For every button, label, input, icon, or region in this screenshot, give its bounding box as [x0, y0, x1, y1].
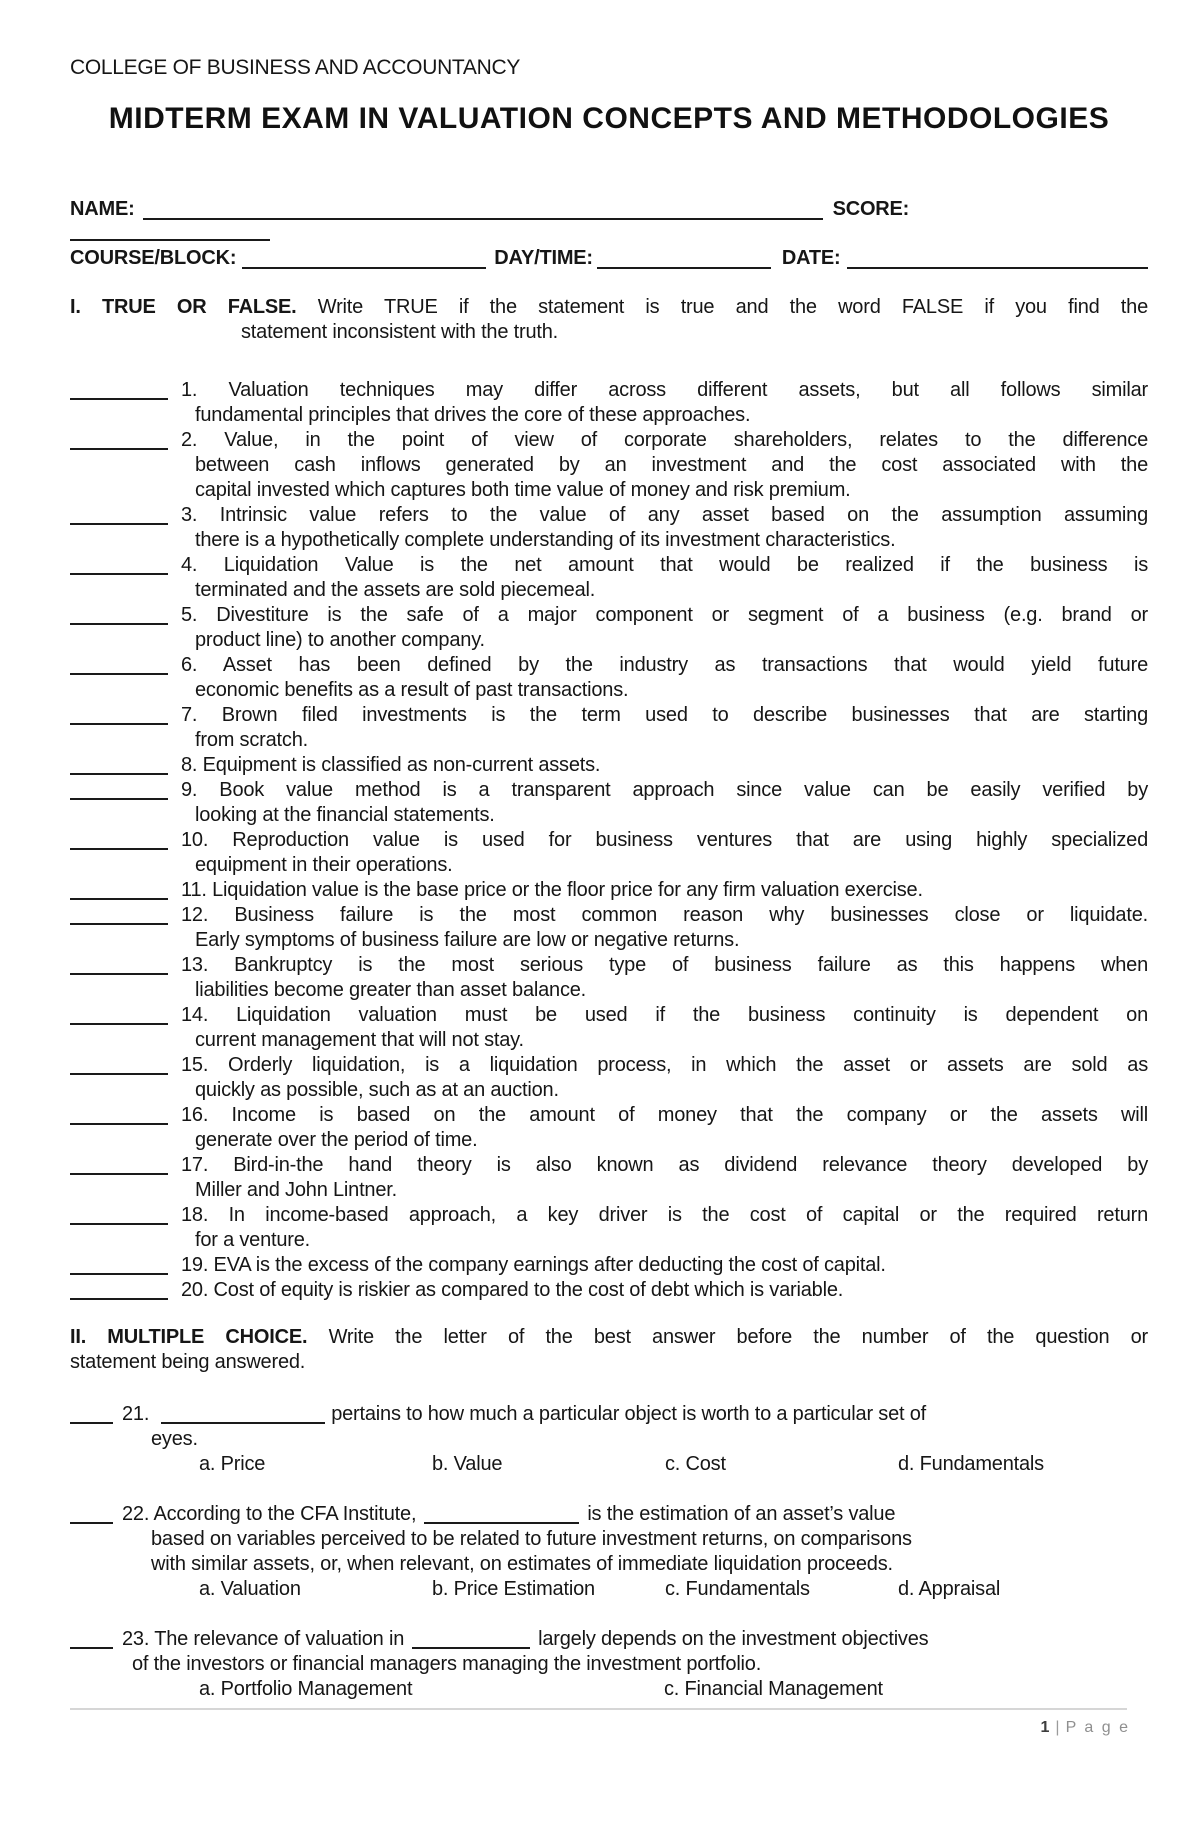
question-lead: According to the CFA Institute, [153, 1503, 417, 1525]
tf-item-18 [70, 1203, 1148, 1253]
statement-line: from scratch. [195, 729, 308, 751]
statement-text [181, 378, 1148, 428]
statement-line: 14. Liquidation valuation must be used if the business continuity is dependent on [181, 1004, 1148, 1026]
multiple-choice-instructions-line1 [70, 1325, 1148, 1350]
statement-line: 7. Brown filed investments is the term used to describe businesses that are starting [181, 704, 1148, 726]
answer-blank [70, 1278, 168, 1300]
true-false-list [70, 378, 1148, 1303]
statement-line: 18. In income-based approach, a key driver is the cost of capital or the required return [181, 1204, 1148, 1226]
tf-item-4 [70, 553, 1148, 603]
true-false-instructions-line2: statement inconsistent with the truth. [241, 321, 559, 343]
fill-in-blank [412, 1647, 530, 1649]
statement-text [181, 428, 1148, 503]
footer-page-word: P a g e [1065, 1719, 1130, 1736]
page-footer [70, 1719, 1148, 1737]
fill-in-blank [161, 1422, 325, 1424]
tf-item-2 [70, 428, 1148, 503]
tf-item-13 [70, 953, 1148, 1003]
statement-line: 11. Liquidation value is the base price or the floor price for any firm valuation exercise. [181, 879, 923, 901]
multiple-choice-heading: II. MULTIPLE CHOICE. [70, 1326, 308, 1348]
statement-line: 4. Liquidation Value is the net amount that would be realized if the business is [181, 554, 1148, 576]
statement-line: liabilities become greater than asset balance. [195, 979, 587, 1001]
statement-line: 3. Intrinsic value refers to the value of any asset based on the assumption assuming [181, 504, 1148, 526]
statement-line: quickly as possible, such as at an auction. [195, 1079, 559, 1101]
statement-line: capital invested which captures both time value of money and risk premium. [195, 479, 851, 501]
options-row [122, 1677, 1148, 1702]
date-label: DATE: [781, 247, 841, 269]
question-line: eyes. [151, 1428, 198, 1450]
true-false-instructions-text: Write TRUE if the statement is true and the word FALSE if you find the [317, 296, 1148, 318]
statement-line: 13. Bankruptcy is the most serious type of business failure as this happens when [181, 954, 1148, 976]
true-false-instructions-line1 [70, 295, 1148, 320]
name-blank [143, 196, 823, 220]
statement-line: between cash inflows generated by an investment and the cost associated with the [195, 454, 1148, 476]
answer-blank [70, 1502, 113, 1524]
tf-item-15 [70, 1053, 1148, 1103]
statement-text [181, 1003, 1148, 1053]
score-label: SCORE: [832, 198, 910, 220]
statement-text [181, 828, 1148, 878]
fill-in-blank [424, 1522, 579, 1524]
true-false-heading: I. TRUE OR FALSE. [70, 296, 297, 318]
option-a: a. Portfolio Management [199, 1678, 413, 1700]
statement-text [181, 1153, 1148, 1203]
question-tail: pertains to how much a particular object is worth to a particular set of [331, 1403, 926, 1425]
page-number: 1 [1040, 1719, 1050, 1736]
option-d: d. Appraisal [898, 1578, 1001, 1600]
answer-blank [70, 553, 168, 575]
statement-line: 5. Divestiture is the safe of a major component or segment of a business (e.g. brand or [181, 604, 1148, 626]
statement-text [181, 503, 1148, 553]
statement-line: current management that will not stay. [195, 1029, 524, 1051]
statement-line: 20. Cost of equity is riskier as compared to the cost of debt which is variable. [181, 1279, 844, 1301]
statement-line: equipment in their operations. [195, 854, 453, 876]
statement-line: Early symptoms of business failure are low or negative returns. [195, 929, 740, 951]
tf-item-20 [70, 1278, 1148, 1303]
question-line [122, 1402, 1148, 1427]
statement-line: 17. Bird-in-the hand theory is also known as dividend relevance theory developed by [181, 1154, 1148, 1176]
statement-text [181, 1103, 1148, 1153]
college-name: COLLEGE OF BUSINESS AND ACCOUNTANCY [70, 56, 521, 79]
option-d: d. Fundamentals [898, 1453, 1044, 1475]
name-score-row [70, 196, 1148, 222]
statement-text [181, 878, 1148, 903]
answer-blank [70, 1103, 168, 1125]
tf-item-19 [70, 1253, 1148, 1278]
question-line [122, 1627, 1148, 1652]
options-row [122, 1452, 1148, 1477]
tf-item-8 [70, 753, 1148, 778]
exam-title: MIDTERM EXAM IN VALUATION CONCEPTS AND METHODOLOGIES [108, 102, 1110, 135]
statement-line: 15. Orderly liquidation, is a liquidation process, in which the asset or assets are sold as [181, 1054, 1148, 1076]
option-a: a. Valuation [199, 1578, 301, 1600]
answer-blank [70, 428, 168, 450]
option-c: c. Financial Management [664, 1678, 883, 1700]
question-line: of the investors or financial managers managing the investment portfolio. [132, 1653, 762, 1675]
course-block-blank [242, 245, 486, 269]
tf-item-10 [70, 828, 1148, 878]
mc-question-21 [70, 1402, 1148, 1477]
statement-line: product line) to another company. [195, 629, 485, 651]
answer-blank [70, 378, 168, 400]
statement-line: economic benefits as a result of past transactions. [195, 679, 629, 701]
answer-blank [70, 1053, 168, 1075]
answer-blank [70, 753, 168, 775]
question-line: based on variables perceived to be related to future investment returns, on comparisons [151, 1528, 912, 1550]
statement-text [181, 553, 1148, 603]
statement-line: 2. Value, in the point of view of corporate shareholders, relates to the difference [181, 429, 1148, 451]
answer-blank [70, 1627, 113, 1649]
statement-line: terminated and the assets are sold piecemeal. [195, 579, 596, 601]
statement-line: 6. Asset has been defined by the industry as transactions that would yield future [181, 654, 1148, 676]
option-b: b. Price Estimation [432, 1578, 595, 1600]
option-b: b. Value [432, 1453, 503, 1475]
question-number: 23. [122, 1628, 150, 1650]
statement-line: 19. EVA is the excess of the company earnings after deducting the cost of capital. [181, 1254, 886, 1276]
footer-separator: | [1055, 1719, 1060, 1736]
course-day-date-row [70, 245, 1148, 271]
date-blank [847, 245, 1148, 269]
statement-line: for a venture. [195, 1229, 311, 1251]
answer-blank [70, 503, 168, 525]
tf-item-9 [70, 778, 1148, 828]
multiple-choice-section-heading [70, 1325, 1148, 1375]
question-number: 21. [122, 1403, 150, 1425]
tf-item-14 [70, 1003, 1148, 1053]
multiple-choice-instructions-line2: statement being answered. [70, 1351, 306, 1373]
tf-item-5 [70, 603, 1148, 653]
question-text [122, 1402, 1148, 1477]
statement-text [181, 653, 1148, 703]
tf-item-3 [70, 503, 1148, 553]
statement-line: 8. Equipment is classified as non-current assets. [181, 754, 601, 776]
answer-blank [70, 1402, 113, 1424]
course-block-label: COURSE/BLOCK: [70, 247, 237, 269]
question-number: 22. [122, 1503, 150, 1525]
statement-text [181, 778, 1148, 828]
statement-line: fundamental principles that drives the core of these approaches. [195, 404, 751, 426]
statement-text [181, 1053, 1148, 1103]
question-tail: is the estimation of an asset’s value [587, 1503, 896, 1525]
question-line [122, 1502, 1148, 1527]
statement-text [181, 603, 1148, 653]
answer-blank [70, 1153, 168, 1175]
statement-line: there is a hypothetically complete understanding of its investment characteristics. [195, 529, 896, 551]
statement-text [181, 1253, 1148, 1278]
name-label: NAME: [70, 198, 135, 220]
options-row [122, 1577, 1148, 1602]
statement-line: looking at the financial statements. [195, 804, 495, 826]
day-time-blank [597, 245, 771, 269]
question-text [122, 1502, 1148, 1602]
answer-blank [70, 778, 168, 800]
question-line: with similar assets, or, when relevant, on estimates of immediate liquidation proceeds. [151, 1553, 893, 1575]
answer-blank [70, 603, 168, 625]
statement-line: 9. Book value method is a transparent approach since value can be easily verified by [181, 779, 1148, 801]
answer-blank [70, 1003, 168, 1025]
footer-rule [70, 1708, 1127, 1710]
statement-line: 16. Income is based on the amount of money that the company or the assets will [181, 1104, 1148, 1126]
statement-text [181, 903, 1148, 953]
statement-line: 10. Reproduction value is used for business ventures that are using highly specialized [181, 829, 1148, 851]
statement-text [181, 953, 1148, 1003]
answer-blank [70, 653, 168, 675]
multiple-choice-instructions-text: Write the letter of the best answer before the number of the question or [328, 1326, 1148, 1348]
statement-line: generate over the period of time. [195, 1129, 478, 1151]
answer-blank [70, 953, 168, 975]
tf-item-1 [70, 378, 1148, 428]
tf-item-16 [70, 1103, 1148, 1153]
tf-item-12 [70, 903, 1148, 953]
statement-text [181, 753, 1148, 778]
answer-blank [70, 1203, 168, 1225]
question-tail: largely depends on the investment objectives [538, 1628, 929, 1650]
statement-text [181, 1203, 1148, 1253]
option-c: c. Fundamentals [665, 1578, 810, 1600]
statement-line: Miller and John Lintner. [195, 1179, 397, 1201]
tf-item-17 [70, 1153, 1148, 1203]
answer-blank [70, 1253, 168, 1275]
day-time-label: DAY/TIME: [494, 247, 593, 269]
mc-question-22 [70, 1502, 1148, 1602]
statement-text [181, 1278, 1148, 1303]
answer-blank [70, 828, 168, 850]
tf-item-6 [70, 653, 1148, 703]
answer-blank [70, 878, 168, 900]
question-text [122, 1627, 1148, 1702]
option-a: a. Price [199, 1453, 266, 1475]
answer-blank [70, 903, 168, 925]
statement-text [181, 703, 1148, 753]
option-c: c. Cost [665, 1453, 726, 1475]
statement-line: 1. Valuation techniques may differ across different assets, but all follows similar [181, 379, 1148, 401]
tf-item-11 [70, 878, 1148, 903]
tf-item-7 [70, 703, 1148, 753]
answer-blank [70, 703, 168, 725]
mc-question-23 [70, 1627, 1148, 1702]
question-lead: The relevance of valuation in [154, 1628, 405, 1650]
statement-line: 12. Business failure is the most common reason why businesses close or liquidate. [181, 904, 1148, 926]
true-false-section-heading [70, 295, 1148, 345]
